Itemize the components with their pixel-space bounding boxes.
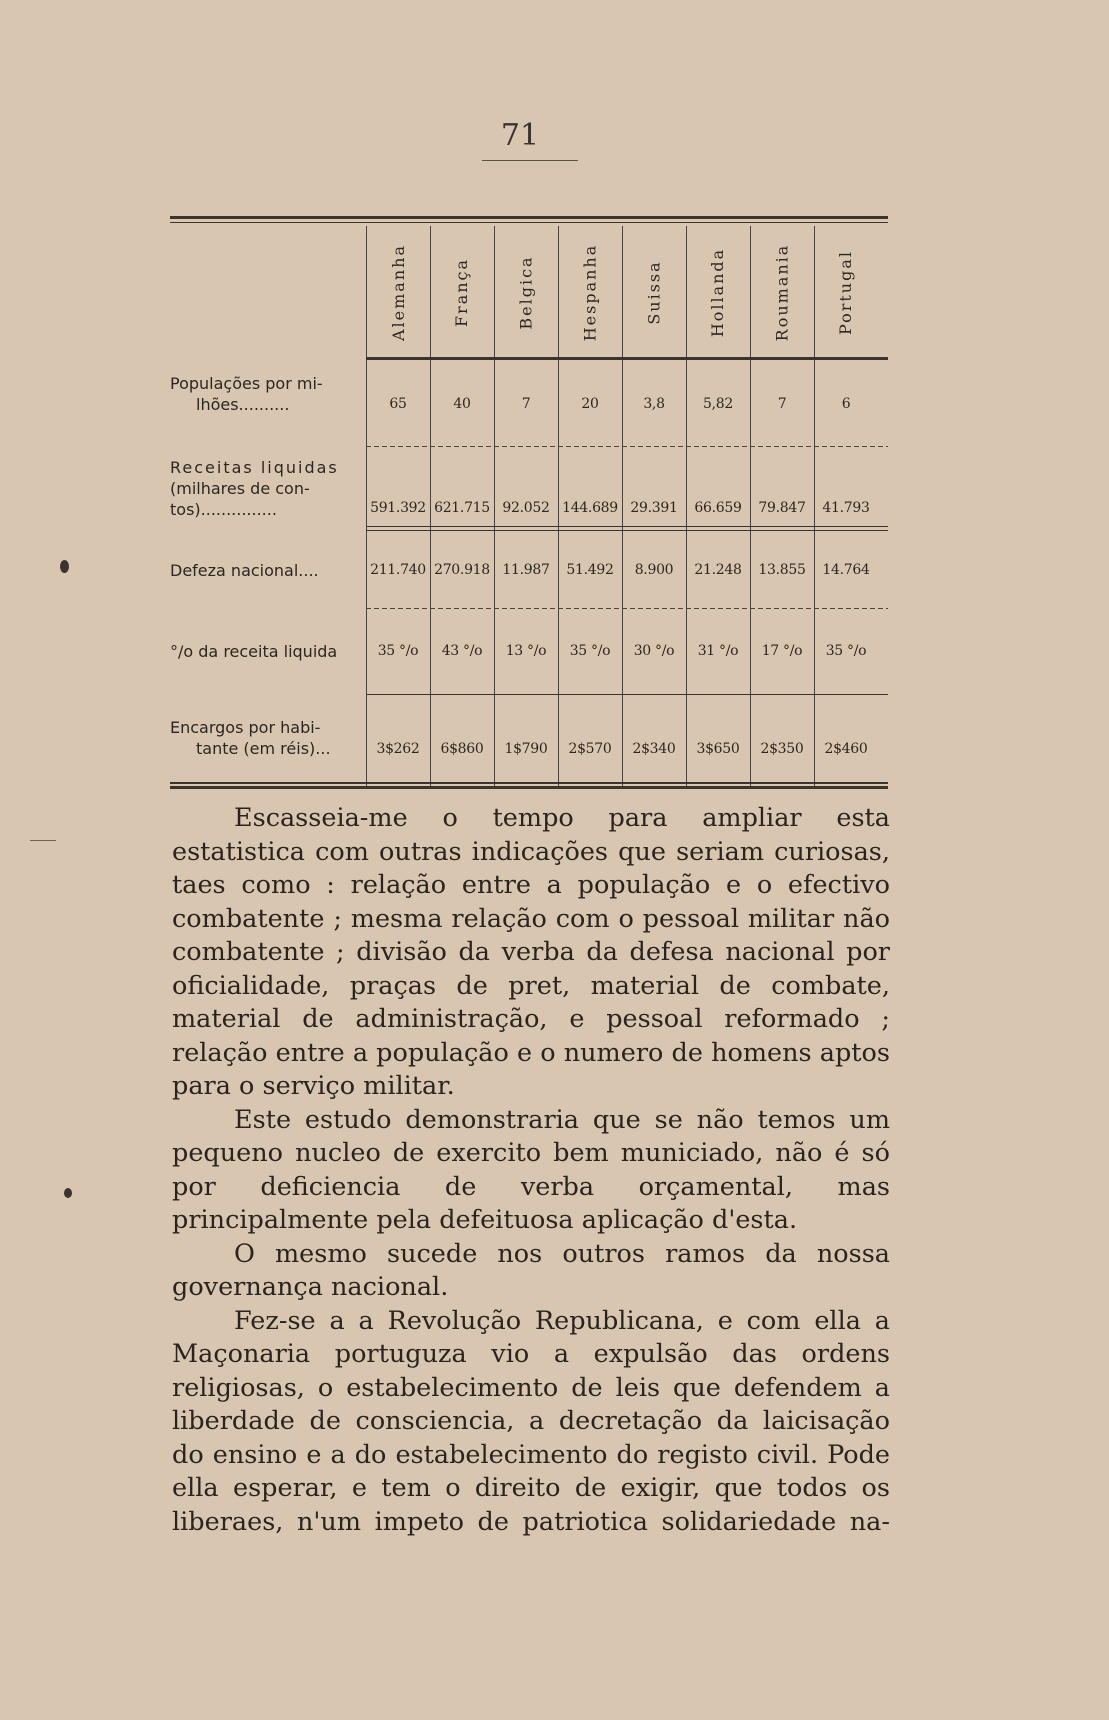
country-header: Roumania: [772, 243, 792, 341]
header-separator: [366, 357, 888, 360]
row-separator: [366, 526, 888, 527]
row-label-defense: Defeza nacional....: [170, 561, 319, 580]
table-cell: 17 °/o: [761, 643, 803, 659]
table-cell: 13 °/o: [505, 643, 547, 659]
table-cell: 51.492: [566, 562, 614, 578]
table-cell: 7: [777, 396, 787, 412]
row-separator: [366, 694, 888, 695]
table-cell: 35 °/o: [377, 643, 419, 659]
table-cell: 79.847: [758, 500, 806, 516]
table-cell: 14.764: [822, 562, 870, 578]
table-cell: 3,8: [643, 396, 665, 412]
row-label-population: Populações por mi- lhões..........: [170, 374, 323, 414]
table-top-rule: [170, 216, 888, 219]
country-header: França: [452, 257, 472, 327]
paragraph: Este estudo demonstraria que se não temos um pequeno nucleo de exercito bem municiado, não é só por deficiencia de verba orçamental, mas principalmente pela defeituosa aplicação d'esta.: [172, 1104, 890, 1235]
row-separator: [366, 608, 888, 609]
table-cell: 2$350: [760, 741, 804, 757]
row-label-percentage: °/o da receita liquida: [170, 642, 338, 661]
country-header: Portugal: [836, 249, 856, 335]
page-number-underline: [482, 160, 578, 161]
paragraph: Escasseia-me o tempo para ampliar esta estatistica com outras indicações que seriam curiosas, taes como : relação entre a população e o efectivo combatente ; mesma relação com o pessoal militar não combatente ; divisão da verba da defesa nacional por oficialidade, praças de pret, material de combate, material de administração, e pessoal reformado ; relação entre a população e o numero de homens aptos para o serviço militar.: [172, 803, 890, 1101]
table-cell: 591.392: [370, 500, 426, 516]
table-bottom-rule: [170, 782, 888, 784]
table-cell: 270.918: [434, 562, 490, 578]
body-text: [172, 802, 890, 1539]
paper-speck: [60, 560, 69, 573]
table-cell: 621.715: [434, 500, 490, 516]
table-top-rule-thin: [170, 222, 888, 223]
page-number: 71: [500, 118, 540, 153]
paper-speck: [30, 840, 56, 841]
table-cell: 8.900: [634, 562, 674, 578]
country-header: Hespanha: [580, 243, 600, 341]
table-cell: 43 °/o: [441, 643, 483, 659]
row-label-cost-per-inhabitant: Encargos por habi- tante (em réis)...: [170, 718, 331, 758]
table-cell: 144.689: [562, 500, 618, 516]
table-cell: 29.391: [630, 500, 678, 516]
paper-speck: [64, 1188, 72, 1198]
table-cell: 3$262: [376, 741, 420, 757]
table-cell: 30 °/o: [633, 643, 675, 659]
table-cell: 20: [581, 396, 599, 412]
table-cell: 40: [453, 396, 471, 412]
table-cell: 2$460: [824, 741, 868, 757]
row-separator: [366, 446, 888, 447]
table-cell: 13.855: [758, 562, 806, 578]
country-header: Alemanha: [388, 243, 408, 341]
table-cell: 66.659: [694, 500, 742, 516]
table-cell: 3$650: [696, 741, 740, 757]
row-separator: [366, 530, 888, 531]
table-cell: 1$790: [504, 741, 548, 757]
table-cell: 5,82: [703, 396, 733, 412]
table-bottom-rule-thick: [170, 786, 888, 789]
table-cell: 2$570: [568, 741, 612, 757]
table-cell: 92.052: [502, 500, 550, 516]
table-cell: 11.987: [502, 562, 550, 578]
table-cell: 6: [841, 396, 851, 412]
paragraph: Fez-se a a Revolução Republicana, e com ella a Maçonaria portuguza vio a expulsão das ordens religiosas, o estabelecimento de leis que defendem a liberdade de consciencia, a decretação da laicisação do ensino e a do estabelecimento do registo civil. Pode ella esperar, e tem o direito de exigir, que todos os liberaes, n'um impeto de patriotica solidariedade na-: [172, 1305, 890, 1537]
table-cell: 31 °/o: [697, 643, 739, 659]
country-header: Belgica: [516, 254, 536, 330]
table-cell: 65: [389, 396, 407, 412]
table-cell: 21.248: [694, 562, 742, 578]
table-cell: 211.740: [370, 562, 426, 578]
table-cell: 2$340: [632, 741, 676, 757]
country-header: Suissa: [644, 259, 664, 325]
table-cell: 7: [521, 396, 531, 412]
table-cell: 41.793: [822, 500, 870, 516]
row-label-revenue: Receitas liquidas (milhares de con- tos)...............: [170, 458, 339, 519]
country-header: Hollanda: [708, 247, 728, 337]
table-cell: 35 °/o: [825, 643, 867, 659]
table-cell: 35 °/o: [569, 643, 611, 659]
paragraph: O mesmo sucede nos outros ramos da nossa governança nacional.: [172, 1238, 890, 1302]
table-cell: 6$860: [440, 741, 484, 757]
